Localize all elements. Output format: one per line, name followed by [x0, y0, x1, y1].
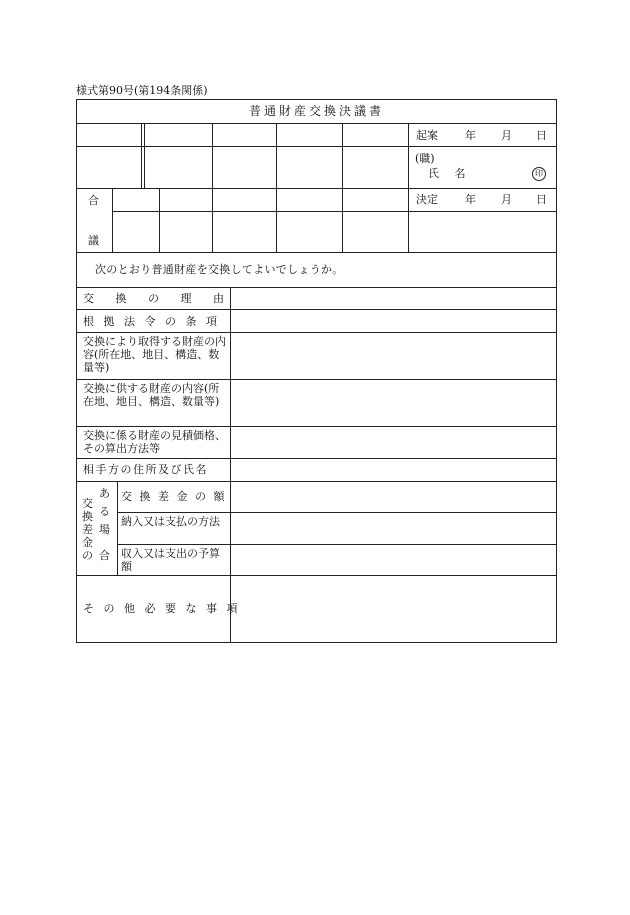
approval-col-5	[408, 123, 409, 252]
diff-group-char-1: 交	[82, 497, 93, 510]
name-label: 氏 名	[428, 167, 472, 180]
diff-group-char-6: あ	[99, 487, 110, 500]
divider-approval-2	[76, 188, 557, 189]
row-counterparty-label: 相手方の住所及び氏名	[83, 463, 208, 476]
goshi-char-2: 議	[88, 234, 99, 247]
form-caption: 様式第90号(第194条関係)	[76, 84, 208, 97]
divider-detail-4	[76, 426, 557, 427]
seal-mark: 印	[532, 167, 546, 181]
row-payment-method-label: 納入又は支払の方法	[121, 515, 220, 528]
detail-label-col	[230, 287, 231, 643]
row-law-label: 根 拠 法 令 の 条 項	[83, 315, 220, 328]
row-other-label: そ の 他 必 要 な 事 項	[83, 602, 241, 615]
kian-label: 起案	[416, 129, 438, 142]
kettei-label: 決定	[416, 193, 438, 206]
divider-title	[76, 123, 557, 124]
approval-col-6	[159, 188, 160, 252]
diff-group-char-7: る	[99, 505, 110, 518]
divider-detail-8	[117, 544, 557, 545]
divider-approval-3	[112, 211, 557, 212]
divider-detail-9	[76, 575, 557, 576]
kian-day: 日	[536, 129, 547, 142]
row-budget-label: 収入又は支出の予算額	[121, 547, 220, 573]
kian-month: 月	[501, 129, 512, 142]
approval-col-4	[342, 123, 343, 252]
diff-group-char-4: 金	[82, 536, 93, 549]
diff-group-char-3: 差	[82, 523, 93, 536]
row-acquired-label: 交換により取得する財産の内容(所在地、地目、構造、数量等)	[83, 335, 226, 374]
kian-year: 年	[465, 129, 476, 142]
form-title: 普通財産交換決議書	[248, 104, 384, 118]
goshi-char-1: 合	[88, 194, 99, 207]
divider-detail-3	[76, 379, 557, 380]
approval-col-1a	[141, 123, 142, 188]
divider-detail-7	[117, 512, 557, 513]
divider-approval-4	[76, 252, 557, 253]
diff-group-col	[117, 481, 118, 575]
approval-col-2	[212, 123, 213, 252]
diff-group-char-2: 換	[82, 510, 93, 523]
approval-col-3	[276, 123, 277, 252]
approval-col-1b	[144, 123, 145, 188]
kettei-day: 日	[536, 193, 547, 206]
divider-detail-top	[76, 287, 557, 288]
divider-detail-1	[76, 309, 557, 310]
kettei-month: 月	[501, 193, 512, 206]
divider-detail-5	[76, 458, 557, 459]
diff-group-char-8: 場	[99, 523, 110, 536]
row-diff-amount-label: 交 換 差 金 の 額	[121, 490, 227, 503]
row-valuation-label: 交換に係る財産の見積価格、その算出方法等	[83, 429, 226, 455]
kettei-year: 年	[465, 193, 476, 206]
divider-approval-1	[76, 146, 557, 147]
diff-group-char-9: 合	[99, 549, 110, 562]
shoku-label: (職)	[415, 152, 435, 165]
request-text: 次のとおり普通財産を交換してよいでしょうか。	[95, 263, 344, 276]
diff-group-char-5: の	[82, 549, 93, 562]
divider-detail-6	[76, 481, 557, 482]
row-reason-label: 交 換 の 理 由	[83, 292, 233, 305]
row-provided-label: 交換に供する財産の内容(所在地、地目、構造、数量等)	[83, 382, 220, 408]
divider-detail-2	[76, 332, 557, 333]
approval-col-goshi	[112, 188, 113, 252]
